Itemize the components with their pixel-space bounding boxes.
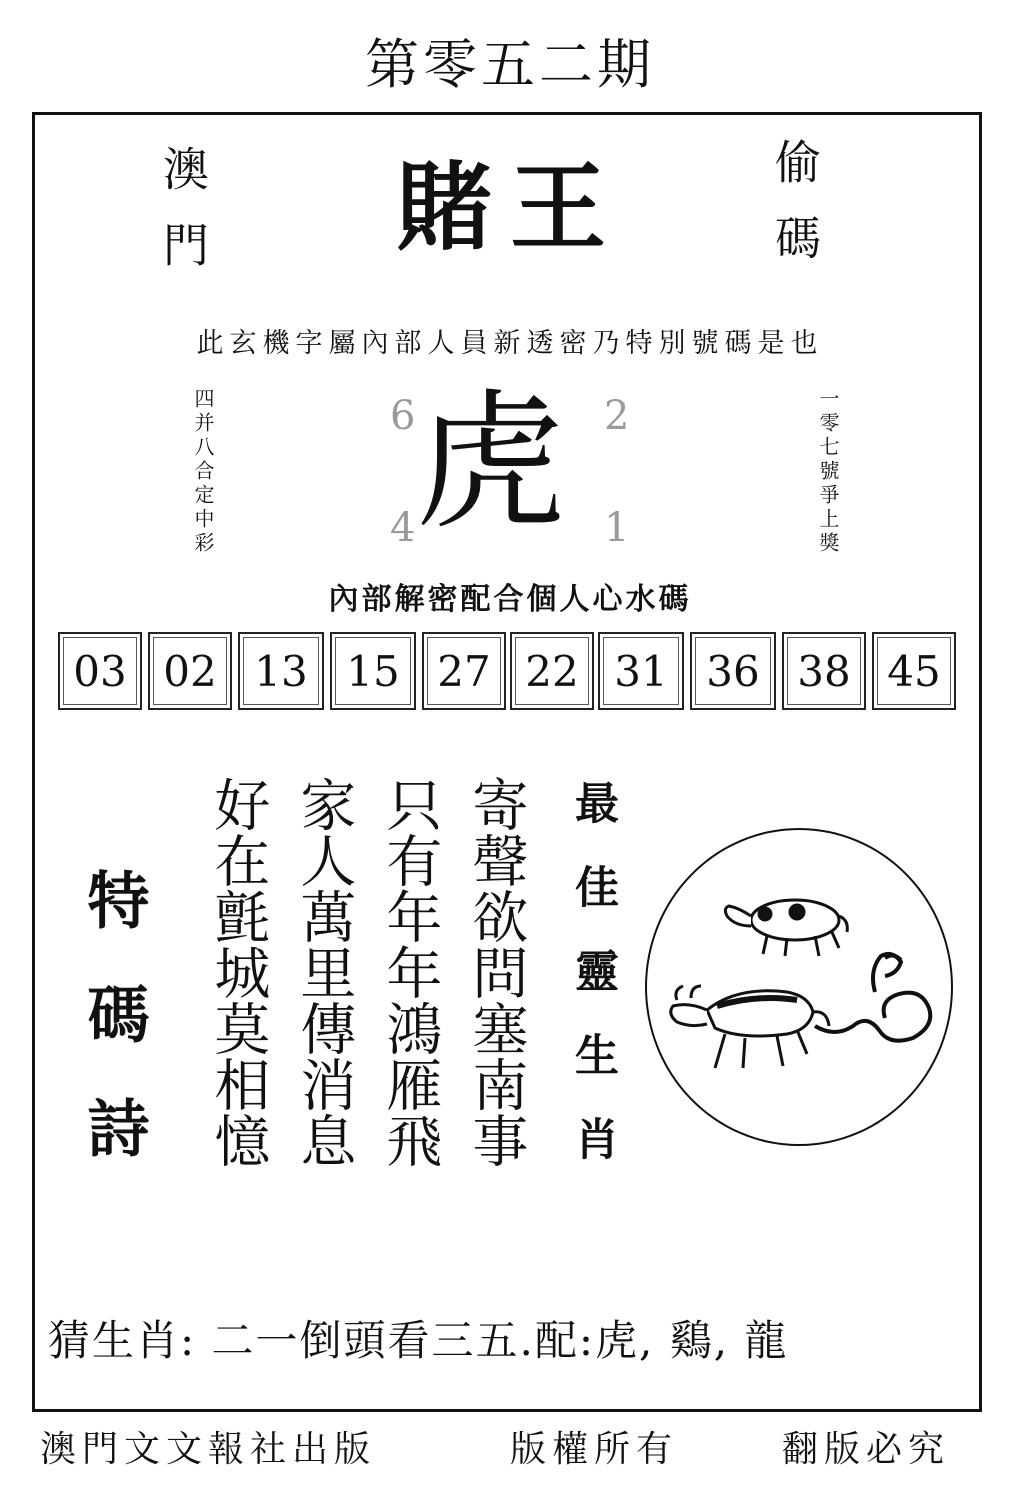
left-note: 四并八合定中彩 <box>191 388 215 556</box>
issue-title: 第零五二期 <box>365 33 655 96</box>
number-cells <box>58 632 958 712</box>
number-cell: 15 <box>330 632 416 710</box>
poem-line-1: 寄聲欲問塞南事 <box>463 776 529 1168</box>
number-cell: 22 <box>510 632 594 710</box>
side-label-left: 澳門 <box>156 145 210 297</box>
number-cell: 45 <box>872 632 956 710</box>
main-frame <box>32 112 982 1412</box>
subheading: 內部解密配合個人心水碼 <box>328 582 692 617</box>
poem-line-4: 好在氈城莫相憶 <box>205 776 271 1168</box>
ox-icon <box>725 900 847 956</box>
number-cell: 13 <box>238 632 324 710</box>
number-cell: 27 <box>422 632 506 710</box>
footer-publisher: 澳門文文報社出版 <box>40 1429 377 1470</box>
number-cell: 31 <box>598 632 684 710</box>
animals-illustration <box>647 830 951 1144</box>
footer-warning: 翻版必究 <box>782 1429 951 1470</box>
number-cell: 03 <box>58 632 142 710</box>
tagline: 此玄機字屬內部人員新透密乃特別號碼是也 <box>196 328 824 359</box>
right-note: 一零七號爭上獎 <box>816 388 840 556</box>
side-label-right: 偷碼 <box>768 138 822 290</box>
number-cell: 38 <box>782 632 866 710</box>
corner-number-top-left: 6 <box>390 393 416 439</box>
number-cell: 36 <box>690 632 776 710</box>
corner-number-bottom-right: 1 <box>604 505 630 551</box>
corner-number-bottom-left: 4 <box>390 505 416 551</box>
brand-title: 賭王 <box>396 152 624 264</box>
number-cell: 02 <box>148 632 232 710</box>
poem-title: 特碼詩 <box>77 868 150 1210</box>
guess-zodiac-line: 猜生肖: 二一倒頭看三五.配:虎, 鷄, 龍 <box>48 1316 789 1365</box>
snake-icon <box>815 954 930 1041</box>
corner-number-top-right: 2 <box>604 393 630 439</box>
buffalo-icon <box>671 986 829 1068</box>
zodiac-character: 虎 <box>415 376 566 550</box>
poem-line-2: 只有年年鴻雁飛 <box>377 776 443 1168</box>
footer-rights: 版權所有 <box>510 1429 679 1470</box>
best-zodiac-label: 最佳靈生肖 <box>567 780 618 1200</box>
zodiac-illustration <box>645 828 953 1146</box>
poem-line-3: 家人萬里傳消息 <box>291 776 357 1168</box>
